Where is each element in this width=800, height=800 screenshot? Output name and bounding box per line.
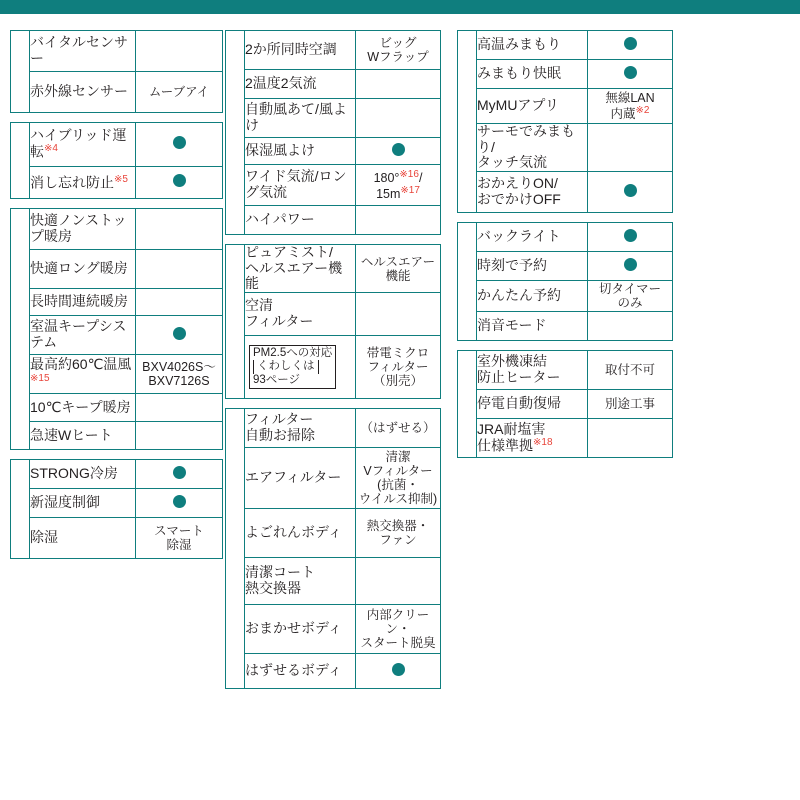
row-label: 除湿 (30, 517, 136, 558)
filled-dot-icon (392, 143, 405, 156)
table-row (226, 165, 441, 206)
table-row (226, 206, 441, 235)
filled-dot-icon (624, 66, 637, 79)
table-row (458, 89, 673, 124)
row-value: （はずせる） (356, 409, 441, 448)
table-row (226, 70, 441, 99)
table-row (458, 223, 673, 252)
table-row (226, 31, 441, 70)
top-accent-bar (0, 0, 800, 14)
group-air-purity-table (225, 244, 441, 399)
row-value (588, 419, 673, 458)
right-column (457, 30, 673, 458)
category-heating: 暖房 (11, 208, 30, 449)
row-label: 10℃キープ暖房 (30, 393, 136, 421)
row-label: STRONG冷房 (30, 459, 136, 488)
table-row (458, 281, 673, 312)
row-label: ハイパワー (245, 206, 356, 235)
row-value: ヘルスエアー 機能 (356, 245, 441, 293)
row-label: はずせるボディ (245, 654, 356, 689)
row-label: 保湿風よけ (245, 138, 356, 165)
table-row (226, 605, 441, 654)
group-heating-table (10, 208, 223, 450)
table-row (458, 419, 673, 458)
row-label: MyMUアプリ (477, 89, 588, 124)
table-row (11, 166, 223, 198)
filled-dot-icon (173, 327, 186, 340)
table-row (458, 312, 673, 341)
row-label (245, 336, 356, 399)
filled-dot-icon (173, 466, 186, 479)
row-label: かんたん予約 (477, 281, 588, 312)
row-label: 快適ロング暖房 (30, 249, 136, 288)
row-label: サーモでみまもり/ タッチ気流 (477, 124, 588, 172)
row-value (356, 206, 441, 235)
row-value: 切タイマー のみ (588, 281, 673, 312)
row-value (356, 654, 441, 689)
table-row (226, 336, 441, 399)
table-row (458, 124, 673, 172)
row-value: 無線LAN 内蔵$^{※2}$ (588, 89, 673, 124)
row-value (588, 124, 673, 172)
row-value (136, 393, 223, 421)
filled-dot-icon (392, 663, 405, 676)
row-label: 急速Wヒート (30, 421, 136, 449)
filled-dot-icon (624, 229, 637, 242)
table-row (226, 293, 441, 336)
table-row (11, 459, 223, 488)
row-value: BXV4026S〜BXV7126S (136, 354, 223, 393)
group-convenience-table (457, 30, 673, 213)
row-label: 赤外線センサー (30, 72, 136, 113)
row-value (136, 31, 223, 72)
row-label: 2か所同時空調 (245, 31, 356, 70)
group-energy-table (10, 122, 223, 199)
row-value (136, 249, 223, 288)
row-label: ピュアミスト/ ヘルスエアー機能 (245, 245, 356, 293)
row-value: 180°$^{※16}$/ 15m$^{※17}$ (356, 165, 441, 206)
row-value (136, 288, 223, 315)
category-other: その他 (458, 351, 477, 458)
group-sensor-table (10, 30, 223, 113)
table-row (11, 421, 223, 449)
row-value (588, 223, 673, 252)
row-label: ハイブリッド運転$^{※4}$ (30, 123, 136, 167)
row-value (136, 123, 223, 167)
table-row (458, 172, 673, 213)
table-row (458, 390, 673, 419)
row-label: 消し忘れ防止$^{※5}$ (30, 166, 136, 198)
table-row (226, 138, 441, 165)
pm25-note-box: PM2.5への対応 くわしくは 93ページ (249, 345, 336, 389)
row-label: 室温キープシステム (30, 315, 136, 354)
row-value: スマート 除湿 (136, 517, 223, 558)
table-row (11, 517, 223, 558)
table-row (11, 249, 223, 288)
filled-dot-icon (173, 495, 186, 508)
row-label: 新湿度制御 (30, 488, 136, 517)
row-label: ワイド気流/ロング気流 (245, 165, 356, 206)
row-label: 室外機凍結 防止ヒーター (477, 351, 588, 390)
filled-dot-icon (624, 258, 637, 271)
row-value (136, 166, 223, 198)
row-value (588, 312, 673, 341)
category-cooling-dehumidify: 冷房・除湿 (11, 459, 30, 558)
category-energy-saving: 省エネ・節電 (11, 123, 30, 199)
row-label: おかえりON/ おでかけOFF (477, 172, 588, 213)
row-label: 自動風あて/風よけ (245, 99, 356, 138)
table-row (458, 351, 673, 390)
filled-dot-icon (624, 184, 637, 197)
row-value (136, 459, 223, 488)
row-value (588, 172, 673, 213)
category-airflow: 気流 (226, 31, 245, 235)
row-value (356, 70, 441, 99)
row-label: 空清 フィルター (245, 293, 356, 336)
table-row (11, 354, 223, 393)
table-row (11, 393, 223, 421)
row-label: 清潔コート 熱交換器 (245, 558, 356, 605)
row-value (356, 138, 441, 165)
table-row (226, 509, 441, 558)
category-remote-timer: リモコン・タイマー (458, 223, 477, 341)
table-row (11, 123, 223, 167)
table-row (11, 208, 223, 249)
row-value (356, 293, 441, 336)
group-clean-table (225, 408, 441, 689)
category-convenience-safety: 便利・安心 (458, 31, 477, 213)
row-value (136, 488, 223, 517)
row-value (136, 208, 223, 249)
filled-dot-icon (173, 136, 186, 149)
row-label: エアフィルター (245, 448, 356, 509)
row-value (136, 315, 223, 354)
row-label: おまかせボディ (245, 605, 356, 654)
row-value: 熱交換器・ ファン (356, 509, 441, 558)
row-value (588, 60, 673, 89)
table-row (226, 99, 441, 138)
category-clean: 清潔 (226, 409, 245, 689)
table-row (226, 654, 441, 689)
category-air-purity: 空気をキレイに (226, 245, 245, 399)
row-value: 別途工事 (588, 390, 673, 419)
table-row (458, 31, 673, 60)
row-label: JRA耐塩害 仕様準拠$^{※18}$ (477, 419, 588, 458)
group-cooling-table (10, 459, 223, 559)
row-value (356, 558, 441, 605)
row-value: 清潔 Vフィルター (抗菌・ ウイルス抑制) (356, 448, 441, 509)
table-row (11, 288, 223, 315)
row-value (588, 31, 673, 60)
table-row (458, 60, 673, 89)
row-label: 時刻で予約 (477, 252, 588, 281)
table-row (11, 488, 223, 517)
row-label: 長時間連続暖房 (30, 288, 136, 315)
group-other-table (457, 350, 673, 458)
table-row (226, 409, 441, 448)
row-label: 高温みまもり (477, 31, 588, 60)
row-value: 内部クリーン・ スタート脱臭 (356, 605, 441, 654)
table-row (226, 245, 441, 293)
table-row (11, 315, 223, 354)
row-label: 快適ノンストップ暖房 (30, 208, 136, 249)
category-sensor: センサー (11, 31, 30, 113)
row-label: みまもり快眠 (477, 60, 588, 89)
row-label: 2温度2気流 (245, 70, 356, 99)
row-value: ビッグ Wフラップ (356, 31, 441, 70)
group-remote-timer-table (457, 222, 673, 341)
middle-column (225, 30, 441, 689)
table-row (226, 558, 441, 605)
row-label: バイタルセンサー (30, 31, 136, 72)
table-row (11, 31, 223, 72)
row-value: 帯電ミクロ フィルター （別売） (356, 336, 441, 399)
row-value (588, 252, 673, 281)
row-label: よごれんボディ (245, 509, 356, 558)
row-value (356, 99, 441, 138)
group-airflow-table (225, 30, 441, 235)
table-row (11, 72, 223, 113)
table-row (226, 448, 441, 509)
left-column (10, 30, 223, 559)
row-label: 消音モード (477, 312, 588, 341)
filled-dot-icon (173, 174, 186, 187)
filled-dot-icon (624, 37, 637, 50)
table-row (458, 252, 673, 281)
row-label: バックライト (477, 223, 588, 252)
row-value: ムーブアイ (136, 72, 223, 113)
row-value (136, 421, 223, 449)
row-label: フィルター 自動お掃除 (245, 409, 356, 448)
row-label: 停電自動復帰 (477, 390, 588, 419)
row-label: 最高約60℃温風$^{※15}$ (30, 354, 136, 393)
row-value: 取付不可 (588, 351, 673, 390)
